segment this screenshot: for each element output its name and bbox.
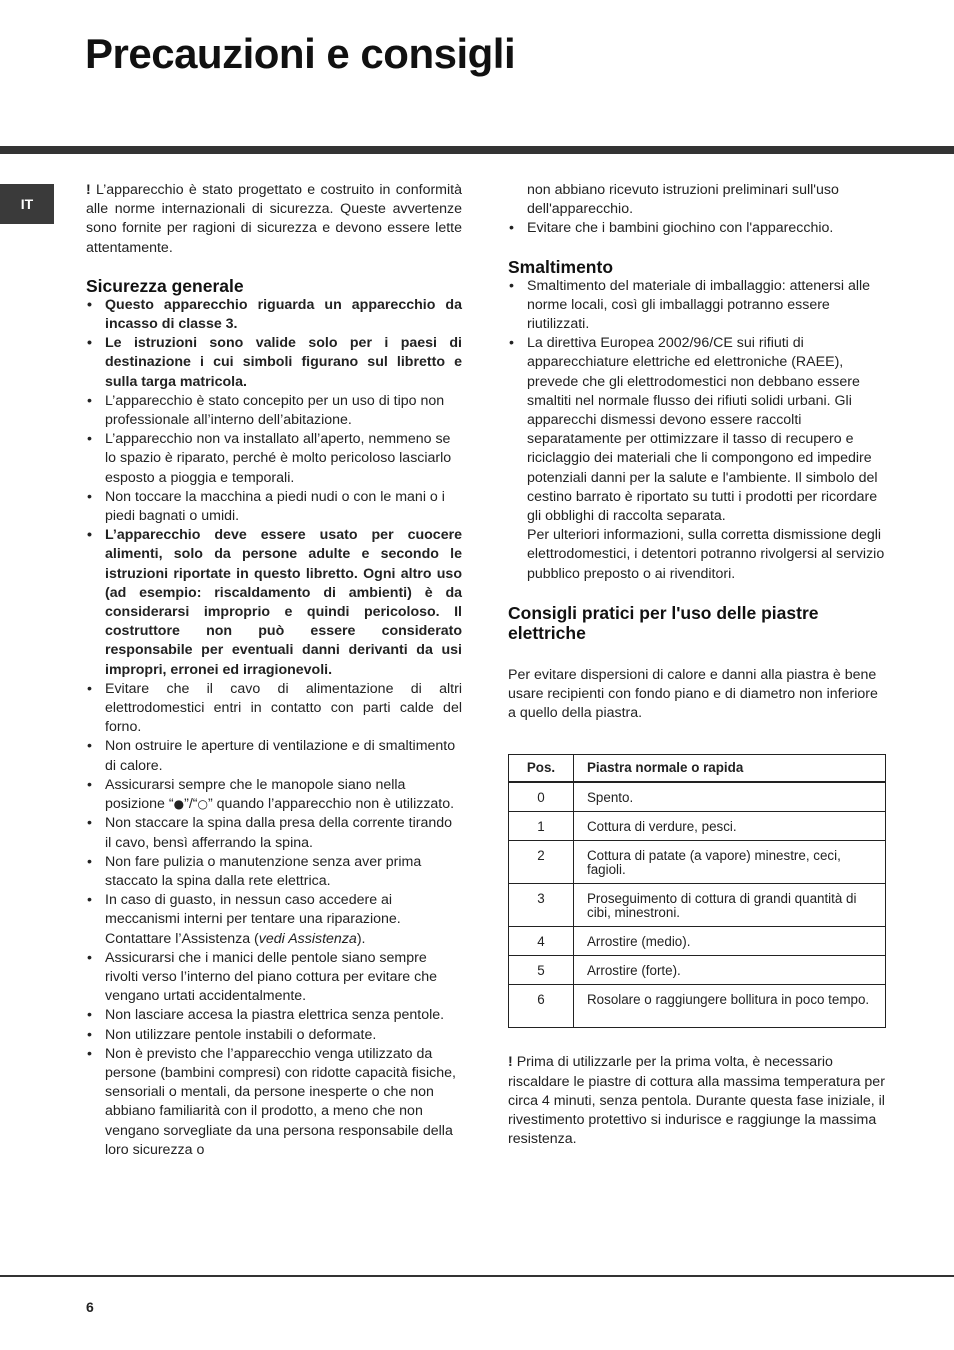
table-row bbox=[509, 812, 886, 841]
list-item: • La direttiva Europea 2002/96/CE sui rifiuti di apparecchiature elettriche ed elettroniche (RAEE), prevede che gli elettrodomestici non debbano essere smaltiti nel normale flusso dei rifiuti solidi urbani. Gli apparecchi dismessi devono essere raccolti separatamente per ottimizzare il tasso di recupero e riciclaggio dei materiali che li compongono ed impedire potenziali danni per la salute e l'ambiente. Il simbolo del cestino barrato è riportato su tutti i prodotti per ricordare gli obblighi di raccolta separata. bbox=[508, 334, 886, 526]
warning-mark: ! bbox=[86, 182, 91, 198]
heading-smaltimento: Smaltimento bbox=[508, 256, 614, 277]
left-column bbox=[86, 181, 462, 1160]
list-item: • Non utilizzare pentole instabili o deformate. bbox=[86, 1026, 462, 1045]
pos-cell: 6 bbox=[509, 985, 574, 1028]
continuation-text: non abbiano ricevuto istruzioni preliminari sull'uso dell'apparecchio. bbox=[527, 182, 839, 218]
table-row bbox=[509, 985, 886, 1028]
description-cell: Cottura di patate (a vapore) minestre, ceci, fagioli. bbox=[574, 841, 886, 884]
description-cell: Cottura di verdure, pesci. bbox=[574, 812, 886, 841]
right-column bbox=[508, 181, 886, 1149]
list-item: • Non lasciare accesa la piastra elettrica senza pentole. bbox=[86, 1006, 462, 1025]
list-item: • Evitare che i bambini giochino con l'apparecchio. bbox=[508, 219, 886, 238]
guasto-text-after: ). bbox=[356, 930, 366, 947]
smaltimento-extra: Per ulteriori informazioni, sulla corretta dismissione degli elettrodomestici, i detentori potranno rivolgersi al servizio pubblico preposto o ai rivenditori. bbox=[527, 527, 885, 582]
sicurezza-list-continued bbox=[508, 219, 886, 238]
list-item: • Questo apparecchio riguarda un apparecchio da incasso di classe 3. bbox=[86, 296, 462, 334]
table-row bbox=[509, 927, 886, 956]
knob-text-before: Assicurarsi sempre che le manopole siano nella posizione “ bbox=[105, 776, 406, 813]
table-row bbox=[509, 884, 886, 927]
list-item: • Non toccare la macchina a piedi nudi o con le mani o i piedi bagnati o umidi. bbox=[86, 488, 462, 526]
guasto-text-before: In caso di guasto, in nessun caso accedere ai meccanismi interni per tentare una riparazione. Contattare l’Assistenza ( bbox=[105, 892, 401, 947]
list-item: • Non è previsto che l’apparecchio venga utilizzato da persone (bambini compresi) con ridotte capacità fisiche, sensoriali o mentali, da persone inesperte o che non abbiano familiarità con il prodotto, a meno che non vengano sorvegliate da una persona responsabile della loro sicurezza o bbox=[86, 1045, 462, 1160]
table-row bbox=[509, 782, 886, 812]
warning-mark: ! bbox=[508, 1054, 513, 1071]
pos-cell: 2 bbox=[509, 841, 574, 884]
guasto-reference: vedi Assistenza bbox=[258, 930, 357, 947]
list-item: • Smaltimento del materiale di imballaggio: attenersi alle norme locali, così gli imballaggi potranno essere riutilizzati. bbox=[508, 277, 886, 335]
description-cell: Proseguimento di cottura di grandi quantità di cibi, minestroni. bbox=[574, 884, 886, 927]
list-item: • Le istruzioni sono valide solo per i paesi di destinazione i cui simboli figurano sul libretto e sulla targa matricola. bbox=[86, 334, 462, 392]
knob-on-icon: ● bbox=[173, 797, 185, 812]
intro-paragraph bbox=[86, 181, 462, 258]
list-item bbox=[86, 891, 462, 949]
pos-cell: 4 bbox=[509, 927, 574, 956]
intro-text: L’apparecchio è stato progettato e costruito in conformità alle norme internazionali di sicurezza. Queste avvertenze sono fornite per ragioni di sicurezza e devono essere lette attentamente. bbox=[86, 182, 462, 256]
list-item bbox=[86, 776, 462, 814]
language-tab: IT bbox=[0, 184, 54, 224]
list-item: • L’apparecchio deve essere usato per cuocere alimenti, solo da persone adulte e secondo le istruzioni riportate in questo libretto. Ogni altro uso (ad esempio: riscaldamento di ambienti) è da considerarsi improprio e quindi pericoloso. Il costruttore non può essere considerato responsabile per eventuali danni derivanti da usi impropri, erronei ed irragionevoli. bbox=[86, 526, 462, 680]
smaltimento-list bbox=[508, 277, 886, 527]
list-item: • Non ostruire le aperture di ventilazione e di smaltimento di calore. bbox=[86, 737, 462, 775]
description-cell: Arrostire (forte). bbox=[574, 956, 886, 985]
table-row bbox=[509, 956, 886, 985]
description-cell: Spento. bbox=[574, 782, 886, 812]
power-levels-table bbox=[508, 754, 886, 1028]
pos-cell: 5 bbox=[509, 956, 574, 985]
knob-separator: ”/“ bbox=[184, 796, 198, 813]
header-rule bbox=[0, 146, 954, 154]
heading-sicurezza: Sicurezza generale bbox=[86, 275, 244, 296]
description-cell: Rosolare o raggiungere bollitura in poco tempo. bbox=[574, 985, 886, 1028]
consigli-text: Per evitare dispersioni di calore e danni alla piastra è bene usare recipienti con fondo piano e di diametro non inferiore a quello della piastra. bbox=[508, 666, 878, 722]
list-item: • Non fare pulizia o manutenzione senza aver prima staccato la spina dalla rete elettrica. bbox=[86, 853, 462, 891]
table-row bbox=[509, 841, 886, 884]
heading-consigli: Consigli pratici per l'uso delle piastre elettriche bbox=[508, 602, 819, 643]
pos-cell: 0 bbox=[509, 782, 574, 812]
description-cell: Arrostire (medio). bbox=[574, 927, 886, 956]
page-title: Precauzioni e consigli bbox=[85, 30, 516, 77]
final-note-text: Prima di utilizzarle per la prima volta, è necessario riscaldare le piastre di cottura alla massima temperatura per circa 4 minuti, senza pentola. Durante questa fase iniziale, il rivestimento protettivo si indurisce e raggiunge la massima resistenza. bbox=[508, 1054, 885, 1148]
page-number: 6 bbox=[86, 1299, 94, 1315]
list-item: • L’apparecchio non va installato all’aperto, nemmeno se lo spazio è riparato, perché è molto pericoloso lasciarlo esposto a pioggia e temporali. bbox=[86, 430, 462, 488]
pos-cell: 3 bbox=[509, 884, 574, 927]
knob-off-icon: ○ bbox=[197, 797, 208, 812]
knob-text-after: ” quando l’apparecchio non è utilizzato. bbox=[208, 796, 455, 813]
sicurezza-list bbox=[86, 296, 462, 1160]
list-item: • Assicurarsi che i manici delle pentole siano sempre rivolti verso l’interno del piano cottura per evitare che vengano urtati accidentalmente. bbox=[86, 949, 462, 1007]
column-header-description: Piastra normale o rapida bbox=[574, 755, 886, 783]
table-header-row bbox=[509, 755, 886, 783]
list-item: • L’apparecchio è stato concepito per un uso di tipo non professionale all’interno dell’abitazione. bbox=[86, 392, 462, 430]
footer-rule bbox=[0, 1275, 954, 1277]
pos-cell: 1 bbox=[509, 812, 574, 841]
final-note bbox=[508, 1053, 886, 1149]
list-item: • Non staccare la spina dalla presa della corrente tirando il cavo, bensì afferrando la spina. bbox=[86, 814, 462, 852]
list-item: • Evitare che il cavo di alimentazione di altri elettrodomestici entri in contatto con parti calde del forno. bbox=[86, 680, 462, 738]
column-header-pos: Pos. bbox=[509, 755, 574, 783]
